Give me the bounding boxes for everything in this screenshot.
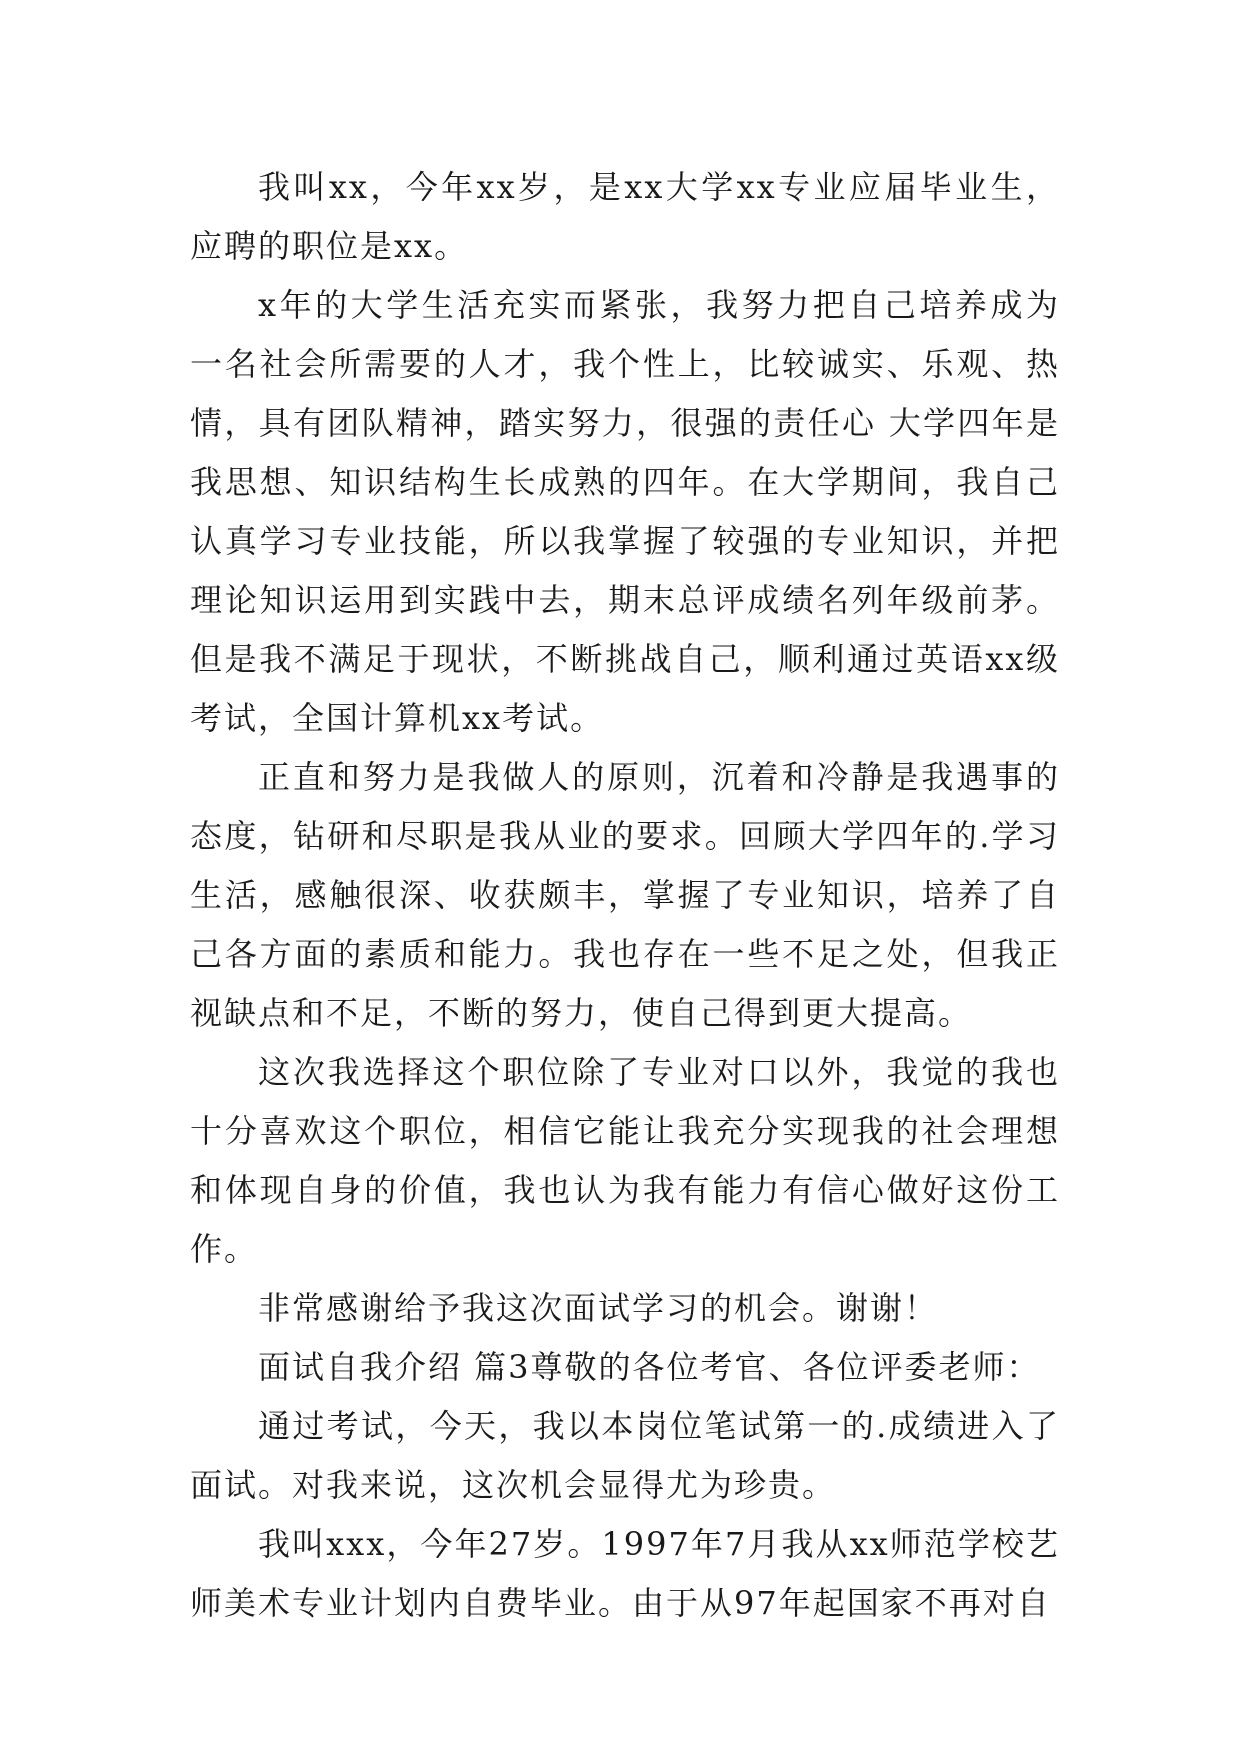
paragraph-intro: 我叫xx，今年xx岁，是xx大学xx专业应届毕业生，应聘的职位是xx。 (190, 168, 1060, 265)
paragraph-section-heading: 面试自我介绍 篇3尊敬的各位考官、各位评委老师： (258, 1348, 1041, 1386)
document-body (190, 158, 1060, 1633)
paragraph-job-choice: 这次我选择这个职位除了专业对口以外，我觉的我也十分喜欢这个职位，相信它能让我充分实现我的社会理想和体现自身的价值，我也认为我有能力有信心做好这份工作。 (190, 1053, 1060, 1268)
paragraph-principles: 正直和努力是我做人的原则，沉着和冷静是我遇事的态度，钻研和尽职是我从业的要求。回顾大学四年的.学习生活，感触很深、收获颇丰，掌握了专业知识，培养了自己各方面的素质和能力。我也存在一些不足之处，但我正视缺点和不足，不断的努力，使自己得到更大提高。 (190, 758, 1060, 1032)
paragraph-thanks: 非常感谢给予我这次面试学习的机会。谢谢！ (258, 1289, 939, 1327)
paragraph-university-life: x年的大学生活充实而紧张，我努力把自己培养成为一名社会所需要的人才，我个性上，比较诚实、乐观、热情，具有团队精神，踏实努力，很强的责任心 大学四年是我思想、知识结构生长成熟的四年。在大学期间，我自己认真学习专业技能，所以我掌握了较强的专业知识，并把理论知识运用到实践中去，期末总评成绩名列年级前茅。但是我不满足于现状，不断挑战自己，顺利通过英语xx级考试，全国计算机xx考试。 (190, 286, 1060, 737)
paragraph-background: 我叫xxx，今年27岁。1997年7月我从xx师范学校艺师美术专业计划内自费毕业。由于从97年起国家不再对自 (190, 1525, 1060, 1622)
paragraph-exam: 通过考试，今天，我以本岗位笔试第一的.成绩进入了面试。对我来说，这次机会显得尤为珍贵。 (190, 1407, 1060, 1504)
